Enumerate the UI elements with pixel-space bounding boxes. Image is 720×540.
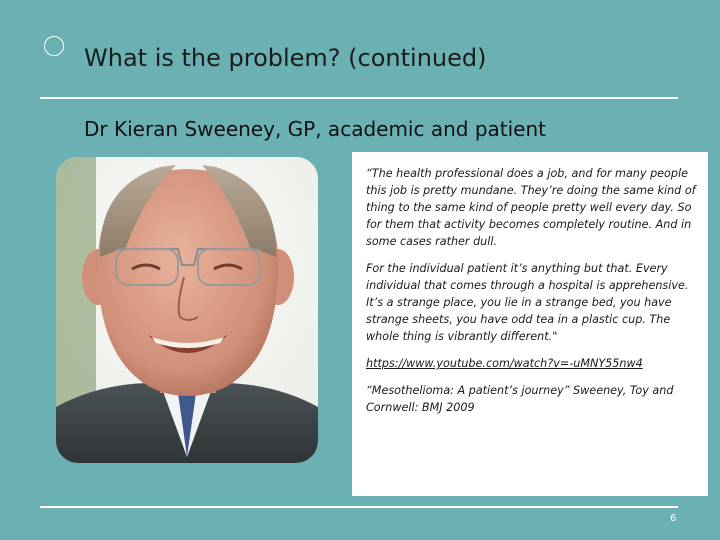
bottom-divider (40, 506, 678, 508)
quote-paragraph-2: For the individual patient it’s anything but that. Every individual that comes through a hospital is apprehensive. It’s a strange place, you lie in a strange bed, you have strange sheets, you have odd tea in a plastic cup. The whole thing is vibrantly different." (366, 262, 689, 343)
portrait-illustration (56, 157, 318, 463)
circle-outline-icon (44, 36, 64, 56)
portrait-photo (56, 157, 318, 463)
quote-box (352, 152, 708, 496)
top-divider (40, 97, 678, 99)
slide-title: What is the problem? (continued) (84, 44, 487, 72)
quote-paragraph-1: “The health professional does a job, and for many people this job is pretty mundane. They’re doing the same kind of thing to the same kind of people pretty well every day. So for them that activity becomes completely routine. And in some cases rather dull. (366, 167, 696, 248)
slide-subtitle: Dr Kieran Sweeney, GP, academic and patient (84, 117, 546, 141)
citation: “Mesothelioma: A patient’s journey” Sweeney, Toy and Cornwell: BMJ 2009 (366, 384, 674, 414)
page-number: 6 (670, 513, 677, 524)
youtube-link[interactable]: https://www.youtube.com/watch?v=-uMNY55nw4 (366, 357, 643, 370)
